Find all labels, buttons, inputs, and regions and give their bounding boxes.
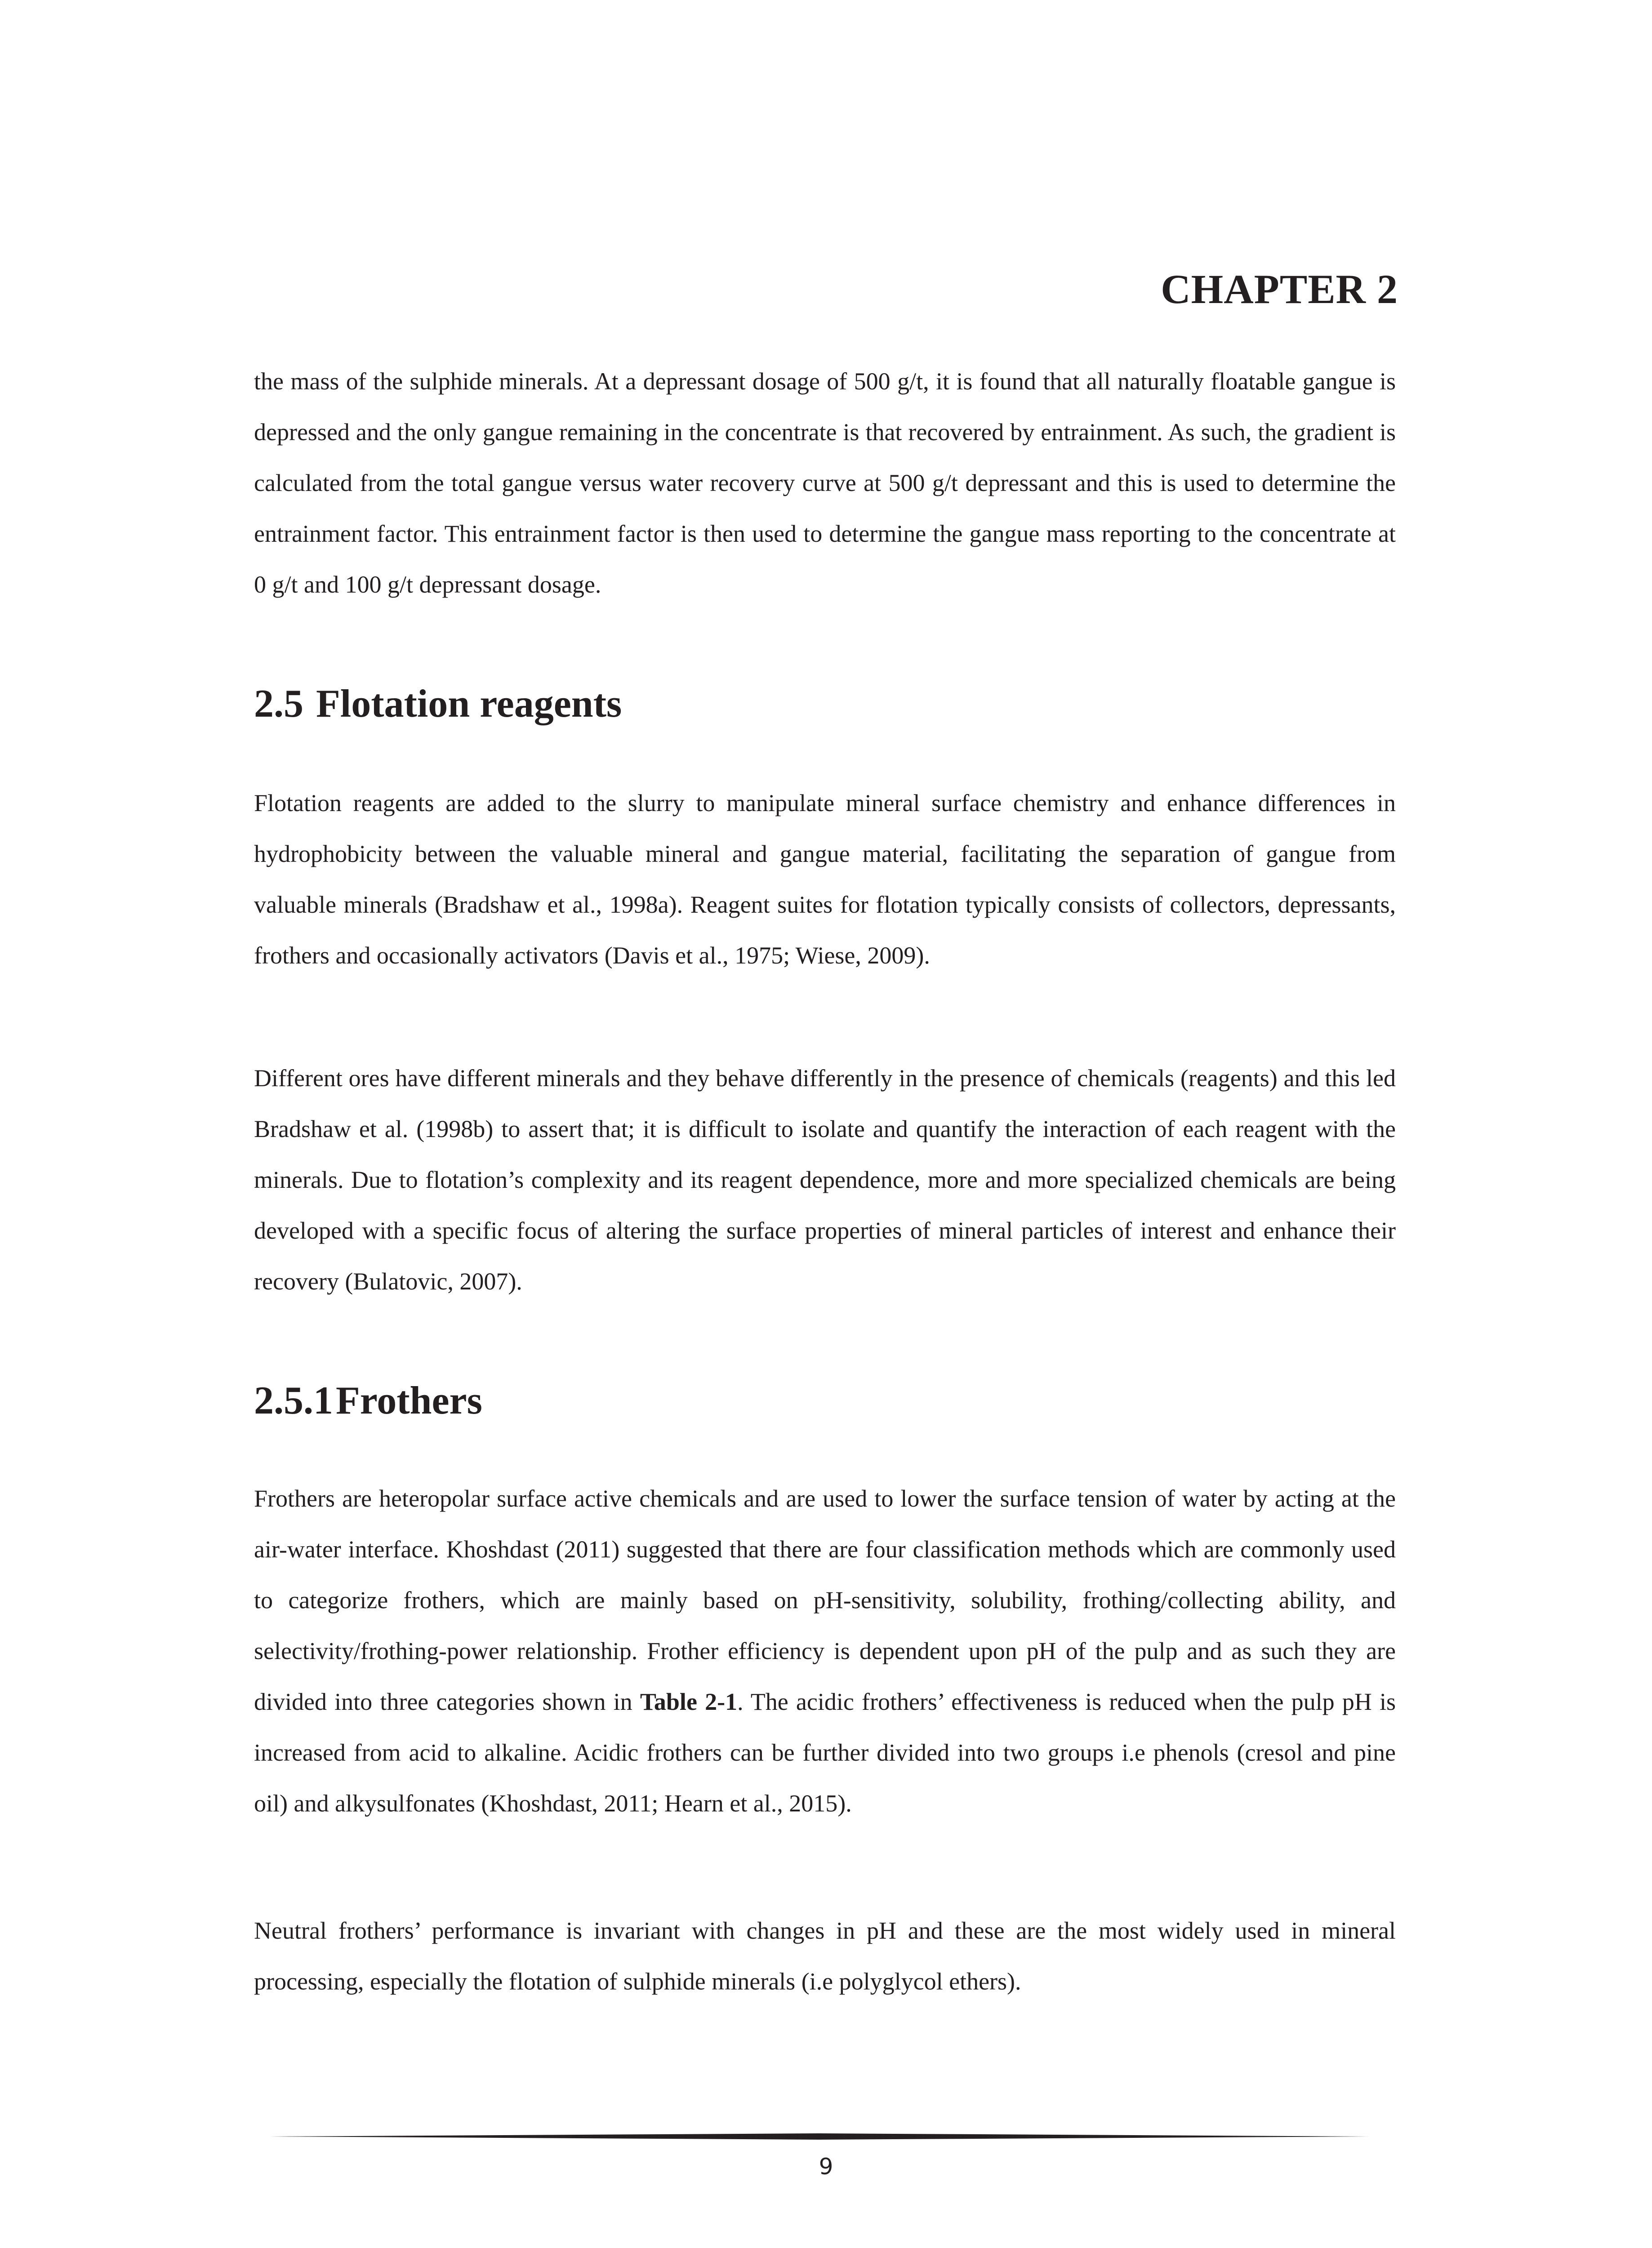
subsection-heading [254, 1378, 482, 1423]
section-number: 2.5 [254, 682, 303, 726]
chapter-header: CHAPTER 2 [1161, 266, 1398, 312]
paragraph-neutral-frothers: Neutral frothers’ performance is invariant with changes in pH and these are the most widely used in mineral processing, especially the flotation of sulphide minerals (i.e polyglycol ethers). [254, 1917, 1396, 1995]
paragraph-different-ores: Different ores have different minerals and they behave differently in the presence of chemicals (reagents) and this led Bradshaw et al. (1998b) to assert that; it is difficult to isolate and quantify the interaction of each reagent with the minerals. Due to flotation’s complexity and its reagent dependence, more and more specialized chemicals are being developed with a specific focus of altering the surface properties of mineral particles of interest and enhance their recovery (Bulatovic, 2007). [254, 1065, 1396, 1295]
paragraph-flotation-reagents: Flotation reagents are added to the slurry to manipulate mineral surface chemistry and enhance differences in hydrophobicity between the valuable mineral and gangue material, facilitating the separation of gangue from valuable minerals (Bradshaw et al., 1998a). Reagent suites for flotation typically consists of collectors, depressants, frothers and occasionally activators (Davis et al., 1975; Wiese, 2009). [254, 789, 1396, 969]
subsection-title: Frothers [336, 1379, 482, 1423]
frothers-text-start: Frothers are heteropolar surface active chemicals and are used to lower the surface tension of water by acting at the air-water interface. Khoshdast (2011) suggested that there are four classification methods which are commonly used to categorize frothers, which are mainly based on pH-sensitivity, solubility, frothing/collecting ability, and selectivity/frothing-power relationship. Frother efficiency is dependent upon pH of the pulp and as such they are divided into three categories shown in [254, 1485, 1396, 1715]
paragraph-frothers [254, 1473, 1396, 1829]
section-title: Flotation reagents [316, 682, 622, 726]
subsection-number: 2.5.1 [254, 1379, 333, 1423]
footer-rule [270, 2133, 1369, 2140]
paragraph-entrainment: the mass of the sulphide minerals. At a depressant dosage of 500 g/t, it is found that all naturally floatable gangue is depressed and the only gangue remaining in the concentrate is that recovered by entrainment. As such, the gradient is calculated from the total gangue versus water recovery curve at 500 g/t depressant and this is used to determine the entrainment factor. This entrainment factor is then used to determine the gangue mass reporting to the concentrate at 0 g/t and 100 g/t depressant dosage. [254, 368, 1396, 598]
frothers-text-end: . The acidic frothers’ effectiveness is reduced when the pulp pH is increased from acid to alkaline. Acidic frothers can be further divided into two groups i.e phenols (cresol and pine oil) and alkysulfonates (Khoshdast, 2011; Hearn et al., 2015). [254, 1688, 1396, 1817]
page-number: 9 [819, 2154, 833, 2180]
table-reference[interactable]: Table 2-1 [640, 1688, 738, 1715]
section-heading [254, 681, 622, 727]
